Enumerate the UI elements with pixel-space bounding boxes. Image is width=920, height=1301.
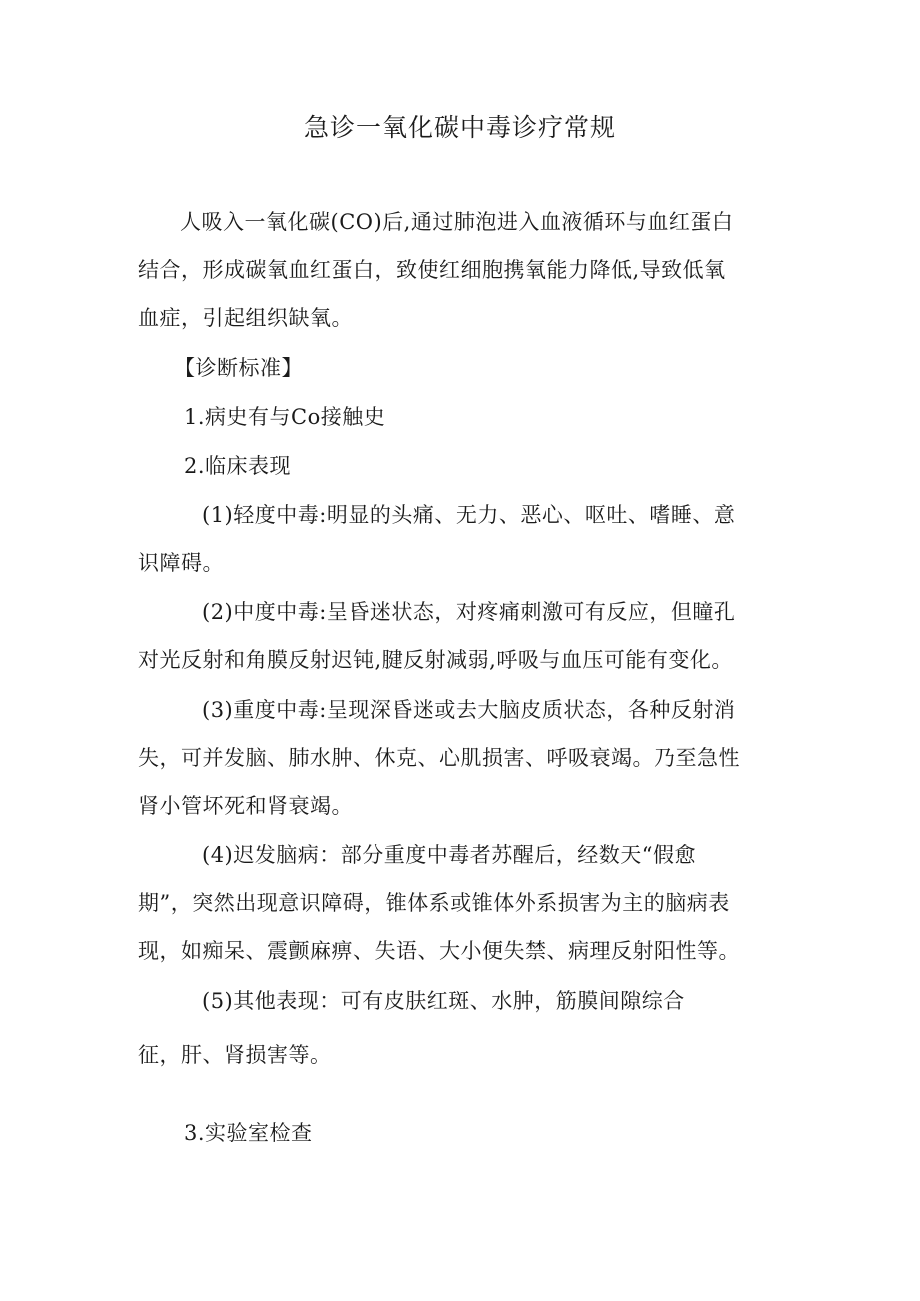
sub-item-line: 识障碍。 <box>138 551 224 575</box>
sub-item-moderate <box>138 588 788 684</box>
sub-item-line: (2)中度中毒:呈昏迷状态，对疼痛刺激可有反应，但瞳孔 <box>202 600 736 624</box>
sub-item-line: 现，如痴呆、震颤麻痹、失语、大小便失禁、病理反射阳性等。 <box>138 939 740 963</box>
intro-line: 人吸入一氧化碳(CO)后,通过肺泡进入血液循环与血红蛋白 <box>180 210 734 234</box>
sub-item-line: (5)其他表现：可有皮肤红斑、水肿，筋膜间隙综合 <box>202 989 685 1013</box>
item-clinical: 2.临床表现 <box>184 454 292 478</box>
sub-item-line: (1)轻度中毒:明显的头痛、无力、恶心、呕吐、嗜睡、意 <box>202 503 736 527</box>
sub-item-other <box>138 977 788 1079</box>
sub-item-line: 期”，突然出现意识障碍，锥体系或锥体外系损害为主的脑病表 <box>138 891 730 915</box>
sub-item-line: 失，可并发脑、肺水肿、休克、心肌损害、呼吸衰竭。乃至急性 <box>138 746 740 770</box>
sub-item-line: 对光反射和角膜反射迟钝,腱反射减弱,呼吸与血压可能有变化。 <box>138 648 733 672</box>
sub-item-severe <box>138 686 788 830</box>
intro-line: 血症，引起组织缺氧。 <box>138 306 353 330</box>
sub-item-line: 肾小管坏死和肾衰竭。 <box>138 794 353 818</box>
intro-paragraph <box>138 198 788 342</box>
section-heading: 【诊断标准】 <box>174 356 303 380</box>
sub-item-line: (4)迟发脑病：部分重度中毒者苏醒后，经数天“假愈 <box>202 843 696 867</box>
sub-item-mild <box>138 491 788 587</box>
sub-item-delayed <box>138 831 788 975</box>
page-title: 急诊一氧化碳中毒诊疗常规 <box>303 113 616 142</box>
item-lab: 3.实验室检查 <box>184 1121 313 1145</box>
item-history: 1.病史有与Co接触史 <box>184 405 386 429</box>
sub-item-line: (3)重度中毒:呈现深昏迷或去大脑皮质状态，各种反射消 <box>202 698 736 722</box>
intro-line: 结合，形成碳氧血红蛋白，致使红细胞携氧能力降低,导致低氧 <box>138 258 726 282</box>
sub-item-line: 征，肝、肾损害等。 <box>138 1043 332 1067</box>
